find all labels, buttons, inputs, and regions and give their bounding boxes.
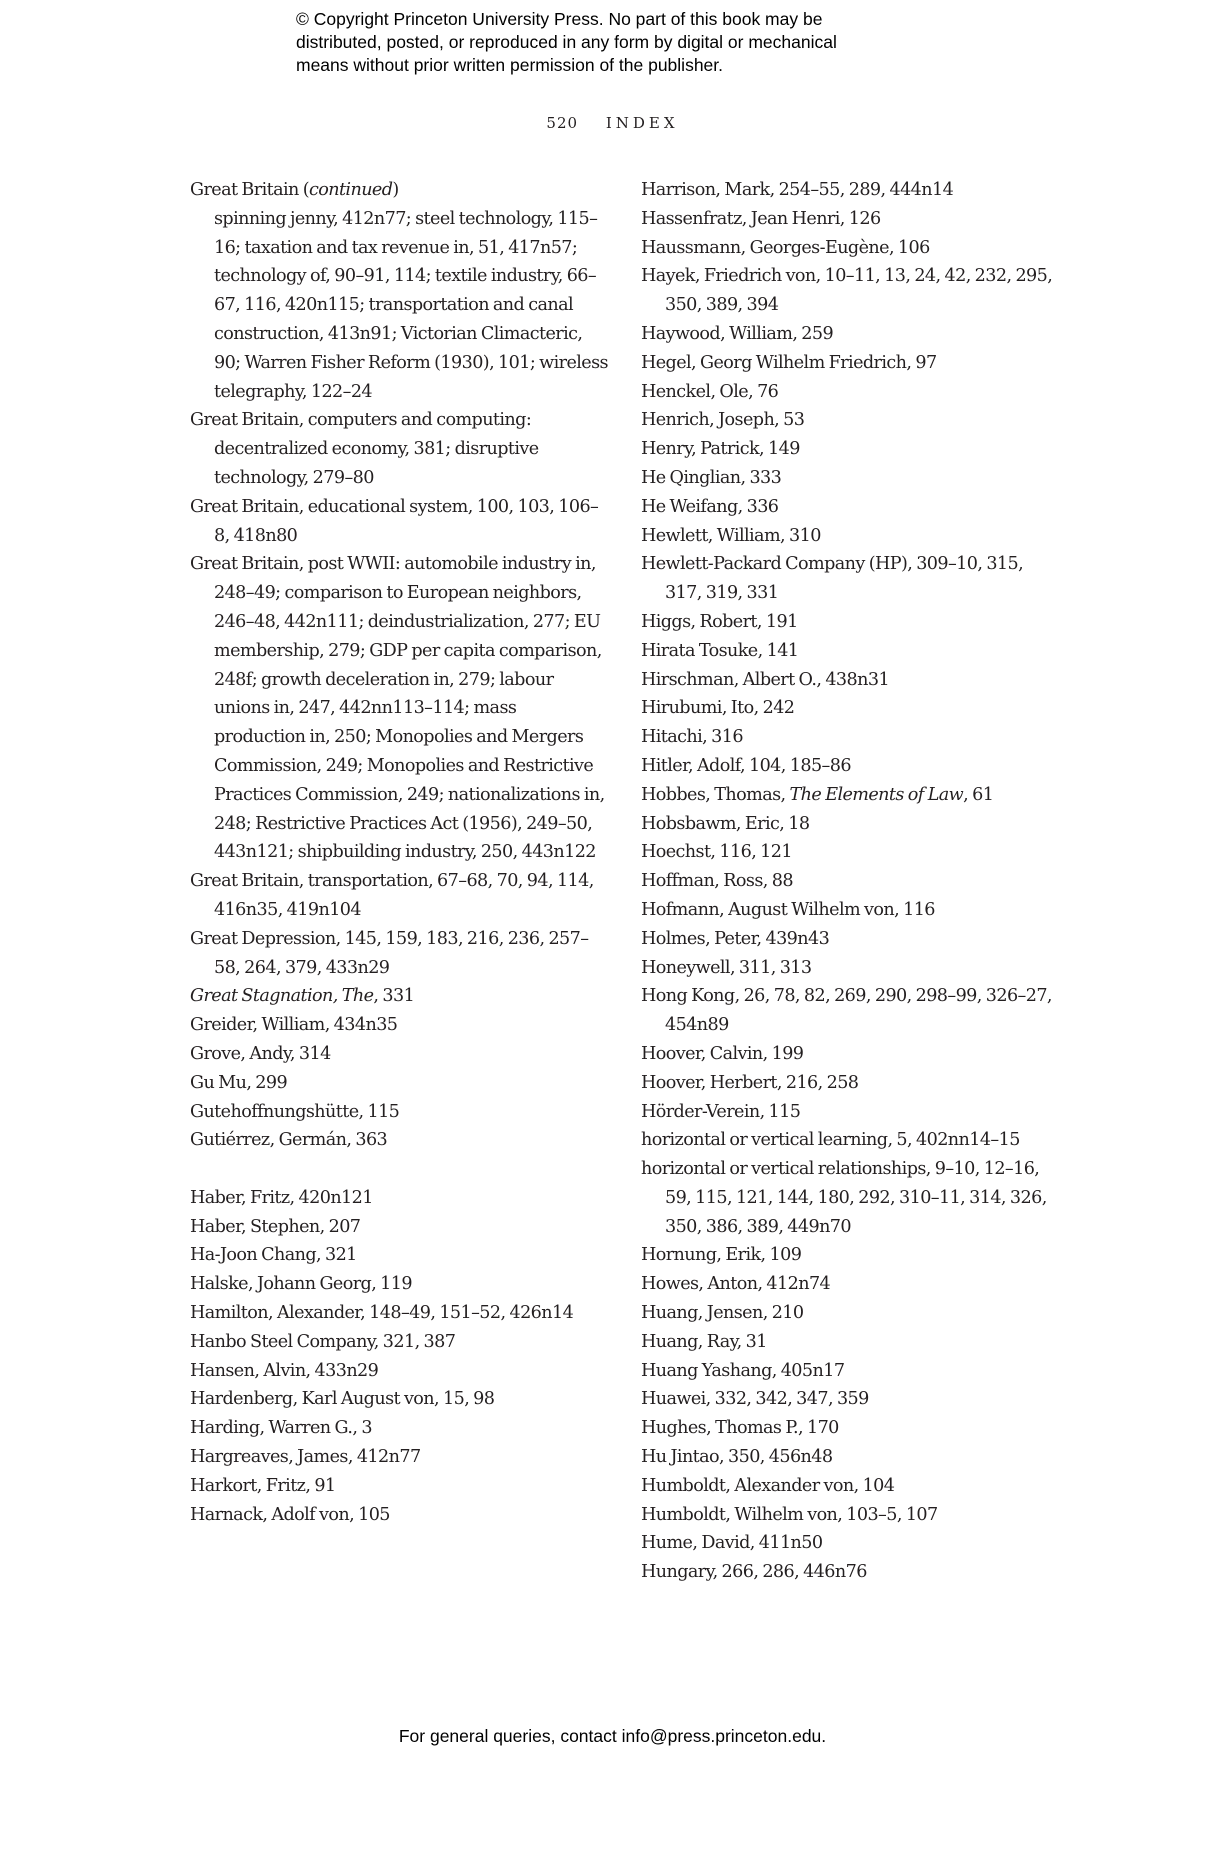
index-entry-text: Hitler, Adolf, 104, 185–86 <box>641 755 851 776</box>
index-entry-text: Hirata Tosuke, 141 <box>641 640 799 661</box>
index-entry <box>641 896 1061 925</box>
index-entry-text: Hegel, Georg Wilhelm Friedrich, 97 <box>641 352 937 373</box>
index-entry <box>641 349 1061 378</box>
index-entry-text: Hirubumi, Ito, 242 <box>641 698 795 719</box>
index-column-left <box>190 176 610 1529</box>
index-entry-text: horizontal or vertical relationships, 9–10, 12–16, 59, 115, 121, 144, 180, 292, 310–11, 314, 326, 350, 386, 389, 449n70 <box>641 1159 1047 1237</box>
index-entry-text: Great Britain, educational system, 100, 103, 106–8, 418n80 <box>190 496 599 546</box>
index-entry <box>641 666 1061 695</box>
index-entry <box>641 867 1061 896</box>
index-entry <box>190 1357 610 1386</box>
index-entry-text: Haber, Stephen, 207 <box>190 1216 361 1237</box>
index-entry-text: Hungary, 266, 286, 446n76 <box>641 1562 867 1583</box>
index-entry <box>641 320 1061 349</box>
index-entry-text: Hofmann, August Wilhelm von, 116 <box>641 899 935 920</box>
index-entry <box>641 1529 1061 1558</box>
index-entry <box>641 1443 1061 1472</box>
index-entry-text: Huawei, 332, 342, 347, 359 <box>641 1389 869 1410</box>
index-entry-text: Gutiérrez, Germán, 363 <box>190 1130 388 1151</box>
index-entry-tail: , 331 <box>373 986 415 1007</box>
index-entry-text: Howes, Anton, 412n74 <box>641 1274 831 1295</box>
index-entry-text: Gu Mu, 299 <box>190 1072 288 1093</box>
index-entry <box>641 1241 1061 1270</box>
index-entry-text: Henckel, Ole, 76 <box>641 381 779 402</box>
index-entry-text: Hörder-Verein, 115 <box>641 1101 801 1122</box>
index-entry <box>641 435 1061 464</box>
index-entry <box>641 1414 1061 1443</box>
index-entry <box>641 1270 1061 1299</box>
index-entry <box>641 838 1061 867</box>
index-entry-text: Greider, William, 434n35 <box>190 1015 398 1036</box>
index-entry-text: Huang, Ray, 31 <box>641 1331 767 1352</box>
index-entry <box>190 982 610 1011</box>
index-entry-text: horizontal or vertical learning, 5, 402nn14–15 <box>641 1130 1020 1151</box>
running-head-title: INDEX <box>605 114 679 132</box>
index-entry <box>641 1299 1061 1328</box>
index-entry-text: Haber, Fritz, 420n121 <box>190 1187 373 1208</box>
index-entry-text: Huang, Jensen, 210 <box>641 1303 804 1324</box>
index-entry-text: Harrison, Mark, 254–55, 289, 444n14 <box>641 180 954 200</box>
index-entry-text: Great Britain, computers and computing: decentralized economy, 381; disruptive technology, 279–80 <box>190 410 539 488</box>
index-entry-text: Humboldt, Alexander von, 104 <box>641 1475 895 1496</box>
index-entry <box>641 608 1061 637</box>
index-entry-text: Harkort, Fritz, 91 <box>190 1475 336 1496</box>
copyright-line: distributed, posted, or reproduced in any form by digital or mechanical <box>296 32 837 52</box>
index-entry-text: Hansen, Alvin, 433n29 <box>190 1360 379 1381</box>
index-entry-text: Halske, Johann Georg, 119 <box>190 1274 412 1295</box>
index-entry <box>641 1126 1061 1155</box>
index-entry <box>190 1270 610 1299</box>
index-entry <box>641 1558 1061 1587</box>
index-entry <box>641 493 1061 522</box>
index-entry-text: Hughes, Thomas P., 170 <box>641 1418 839 1439</box>
index-entry <box>190 1040 610 1069</box>
index-entry-text: Great Depression, 145, 159, 183, 216, 236, 257–58, 264, 379, 433n29 <box>190 928 589 978</box>
index-entry-italic: continued <box>308 180 393 200</box>
index-subentry <box>190 205 610 407</box>
letter-group-gap <box>190 1155 610 1184</box>
index-entry-text: Henrich, Joseph, 53 <box>641 410 805 431</box>
index-entry <box>641 1472 1061 1501</box>
index-entry-text: Hargreaves, James, 412n77 <box>190 1447 421 1468</box>
index-entry-text: Hobsbawm, Eric, 18 <box>641 813 810 834</box>
index-entry <box>641 234 1061 263</box>
index-entry <box>190 176 610 205</box>
index-entry-text: Hoffman, Ross, 88 <box>641 871 793 892</box>
index-entry <box>641 378 1061 407</box>
index-entry <box>190 1443 610 1472</box>
index-entry <box>641 1357 1061 1386</box>
index-entry <box>641 1069 1061 1098</box>
index-entry <box>641 1040 1061 1069</box>
index-entry <box>641 464 1061 493</box>
index-entry <box>641 262 1061 320</box>
index-entry <box>190 867 610 925</box>
index-entry <box>641 1328 1061 1357</box>
index-entry-text: Hoover, Herbert, 216, 258 <box>641 1072 859 1093</box>
index-entry <box>190 1501 610 1530</box>
copyright-line: © Copyright Princeton University Press. No part of this book may be <box>296 9 823 29</box>
index-entry <box>190 550 610 867</box>
index-entry-text: Holmes, Peter, 439n43 <box>641 928 830 949</box>
index-entry-text: Hamilton, Alexander, 148–49, 151–52, 426n14 <box>190 1303 574 1324</box>
index-entry-text: Ha-Joon Chang, 321 <box>190 1245 357 1266</box>
index-entry <box>190 1241 610 1270</box>
index-entry <box>641 810 1061 839</box>
copyright-notice <box>296 8 936 77</box>
index-entry <box>641 176 1061 205</box>
index-entry-text: Hewlett-Packard Company (HP), 309–10, 315, 317, 319, 331 <box>641 554 1024 604</box>
index-entry-tail: ) <box>392 180 399 200</box>
index-entry-text: Haussmann, Georges-Eugène, 106 <box>641 237 930 258</box>
index-entry <box>641 637 1061 666</box>
index-entry-text: Hayek, Friedrich von, 10–11, 13, 24, 42, 232, 295, 350, 389, 394 <box>641 266 1053 316</box>
index-entry <box>190 1472 610 1501</box>
index-entry <box>641 781 1061 810</box>
index-entry-text: Hong Kong, 26, 78, 82, 269, 290, 298–99, 326–27, 454n89 <box>641 986 1052 1036</box>
copyright-line: means without prior written permission of the publisher. <box>296 55 724 75</box>
index-entry-text: Higgs, Robert, 191 <box>641 611 798 632</box>
index-entry <box>190 406 610 492</box>
index-entry-text: Great Britain, transportation, 67–68, 70, 94, 114, 416n35, 419n104 <box>190 871 594 920</box>
index-entry <box>641 550 1061 608</box>
index-entry <box>641 1155 1061 1241</box>
index-entry-italic: The Elements of Law <box>789 784 964 805</box>
index-entry <box>190 1069 610 1098</box>
index-entry-text: Honeywell, 311, 313 <box>641 957 812 978</box>
index-entry <box>641 522 1061 551</box>
index-entry-text: Harnack, Adolf von, 105 <box>190 1504 390 1525</box>
index-entry-tail: , 61 <box>963 784 994 805</box>
index-entry-text: Harding, Warren G., 3 <box>190 1418 372 1439</box>
index-entry <box>641 406 1061 435</box>
index-entry <box>641 925 1061 954</box>
index-entry-text: Gutehoffnungshütte, 115 <box>190 1101 400 1122</box>
index-entry <box>641 205 1061 234</box>
index-entry-text: Haywood, William, 259 <box>641 323 834 344</box>
index-entry-text: Hirschman, Albert O., 438n31 <box>641 669 890 690</box>
running-head <box>0 114 1225 132</box>
index-entry <box>641 694 1061 723</box>
index-entry-text: Henry, Patrick, 149 <box>641 439 800 460</box>
index-entry <box>190 1011 610 1040</box>
index-entry <box>190 1299 610 1328</box>
index-entry-text: Hornung, Erik, 109 <box>641 1245 802 1266</box>
index-entry-text: Grove, Andy, 314 <box>190 1043 331 1064</box>
index-entry-text: He Weifang, 336 <box>641 496 779 517</box>
index-entry <box>190 1385 610 1414</box>
index-entry-text: Hassenfratz, Jean Henri, 126 <box>641 208 881 229</box>
index-entry <box>190 1126 610 1155</box>
page-number: 520 <box>546 114 579 132</box>
index-entry-text: Hardenberg, Karl August von, 15, 98 <box>190 1389 495 1410</box>
index-entry-text: Hu Jintao, 350, 456n48 <box>641 1447 833 1468</box>
index-entry-text: He Qinglian, 333 <box>641 467 782 488</box>
index-entry-text: Hoover, Calvin, 199 <box>641 1043 804 1064</box>
index-entry <box>641 1501 1061 1530</box>
index-entry <box>641 954 1061 983</box>
index-entry-text: Humboldt, Wilhelm von, 103–5, 107 <box>641 1504 938 1525</box>
index-entry-head: Hobbes, Thomas, <box>641 784 790 805</box>
index-entry <box>641 752 1061 781</box>
index-entry-text: spinning jenny, 412n77; steel technology, 115–16; taxation and tax revenue in, 51, 417n57; technology of, 90–91, 114; textile industry, 66–67, 116, 420n115; transportation and canal construction, 413n91; Victorian Climacteric, 90; Warren Fisher Reform (1930), 101; wireless telegraphy, 122–24 <box>214 208 608 402</box>
index-entry <box>190 925 610 983</box>
index-entry-text: Hume, David, 411n50 <box>641 1533 823 1554</box>
index-entry-text: Hewlett, William, 310 <box>641 525 821 546</box>
index-entry <box>190 493 610 551</box>
index-entry <box>641 1385 1061 1414</box>
index-column-right <box>641 176 1061 1587</box>
index-entry <box>641 982 1061 1040</box>
index-entry <box>190 1328 610 1357</box>
index-entry <box>190 1184 610 1213</box>
index-entry-text: Huang Yashang, 405n17 <box>641 1360 845 1381</box>
index-entry-head: Great Britain ( <box>190 180 309 200</box>
index-entry-italic: Great Stagnation, The <box>190 986 374 1007</box>
footer-contact: For general queries, contact info@press.princeton.edu. <box>398 1726 827 1746</box>
index-entry <box>190 1414 610 1443</box>
index-entry-text: Hanbo Steel Company, 321, 387 <box>190 1331 456 1352</box>
index-entry <box>641 723 1061 752</box>
index-entry <box>641 1098 1061 1127</box>
index-entry-text: Hoechst, 116, 121 <box>641 842 792 863</box>
index-entry <box>190 1098 610 1127</box>
index-entry <box>190 1213 610 1242</box>
index-entry-text: Great Britain, post WWII: automobile industry in, 248–49; comparison to European neighbors, 246–48, 442n111; deindustrialization, 277; EU membership, 279; GDP per capita comparison, 248f; growth deceleration in, 279; labour unions in, 247, 442nn113–114; mass production in, 250; Monopolies and Mergers Commission, 249; Monopolies and Restrictive Practices Commission, 249; nationalizations in, 248; Restrictive Practices Act (1956), 249–50, 443n121; shipbuilding industry, 250, 443n122 <box>190 554 605 863</box>
index-entry-text: Hitachi, 316 <box>641 727 743 748</box>
